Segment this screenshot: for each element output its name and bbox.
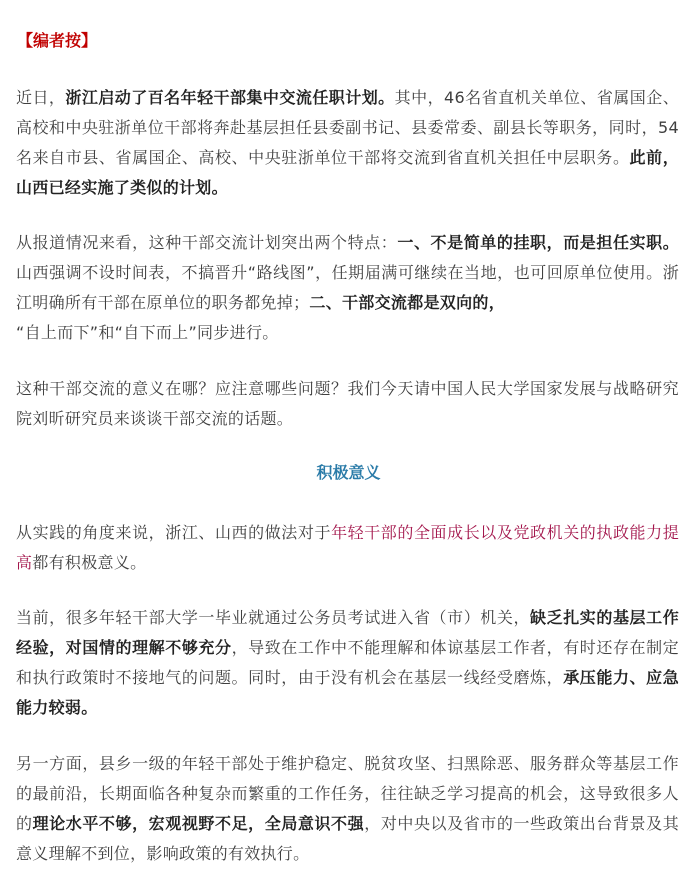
bold-text: 一、不是简单的挂职，而是担任实职。 (397, 233, 679, 252)
bold-text: 缺乏扎实的基层工作经验，对国情的理解不够充分 (16, 608, 680, 657)
bold-text: 二、干部交流都是双向的， (309, 293, 506, 312)
paragraph-significance: 从实践的角度来说，浙江、山西的做法对于年轻干部的全面成长以及党政机关的执政能力提高都有积极意义。 (16, 523, 679, 572)
paragraph-current: 当前，很多年轻干部大学一毕业就通过公务员考试进入省（市）机关，缺乏扎实的基层工作经验，对国情的理解不够充分，导致在工作中不能理解和体谅基层工作者，有时还存在制定和执行政策时不接地气的问题。同时，由于没有机会在基层一线经受磨炼，承压能力、应急能力较弱。 (16, 608, 680, 717)
paragraph-intro: 近日，浙江启动了百名年轻干部集中交流任职计划。其中，46名省直机关单位、省属国企、高校和中央驻浙单位干部将奔赴基层担任县委副书记、县委常委、副县长等职务，同时，54名来自市县、省属国企、高校、中央驻浙单位干部将交流到省直机关担任中层职务。此前，山西已经实施了类似的计划。 (16, 88, 679, 197)
highlight-text: 年轻干部的全面成长以及党政机关的执政能力提高 (16, 523, 679, 572)
editor-note-heading: 【编者按】 (17, 31, 98, 50)
section-title: 积极意义 (316, 463, 381, 482)
bold-text: 此前，山西已经实施了类似的计划。 (16, 148, 679, 197)
bold-text: 浙江启动了百名年轻干部集中交流任职计划。 (65, 88, 395, 107)
bold-text: 承压能力、应急能力较弱。 (16, 668, 679, 717)
paragraph-county: 另一方面，县乡一级的年轻干部处于维护稳定、脱贫攻坚、扫黑除恶、服务群众等基层工作的最前沿，长期面临各种复杂而繁重的工作任务，往往缺乏学习提高的机会，这导致很多人的理论水平不够，宏观视野不足，全局意识不强，对中央以及省市的一些政策出台背景及其意义理解不到位，影响政策的有效执行。 (16, 754, 679, 863)
bold-text: 理论水平不够，宏观视野不足，全局意识不强 (32, 814, 365, 833)
paragraph-question: 这种干部交流的意义在哪？应注意哪些问题？我们今天请中国人民大学国家发展与战略研究院刘昕研究员来谈谈干部交流的话题。 (16, 379, 679, 428)
paragraph-features: 从报道情况来看，这种干部交流计划突出两个特点：一、不是简单的挂职，而是担任实职。山西强调不设时间表，不搞晋升“路线图”，任期届满可继续在当地，也可回原单位使用。浙江明确所有干部在原单位的职务都免掉；二、干部交流都是双向的， “自上而下”和“自下而上”同步进行。 (16, 233, 679, 342)
